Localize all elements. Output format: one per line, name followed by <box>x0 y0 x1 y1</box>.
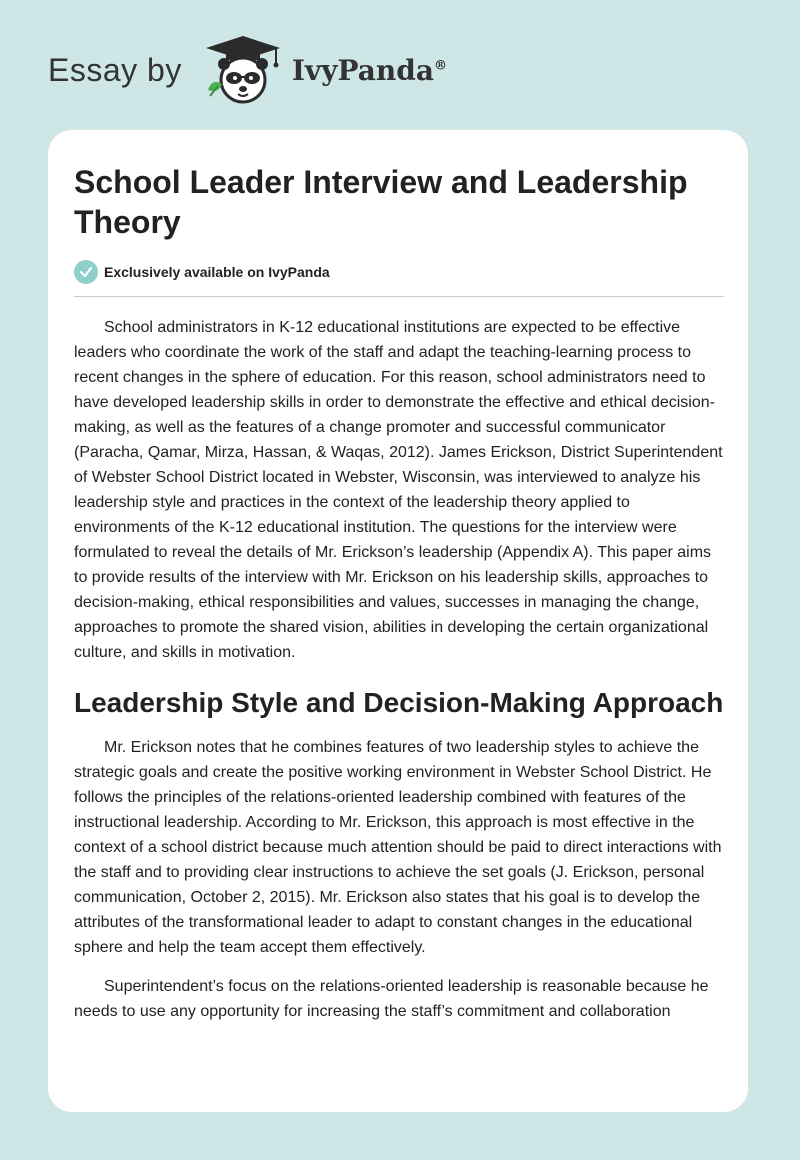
section-heading: Leadership Style and Decision-Making Approach <box>74 687 724 718</box>
section-paragraph: Mr. Erickson notes that he combines features of two leadership styles to achieve the strategic goals and create the positive working environment in Webster School District. He follows the principles of the relations-oriented leadership combined with features of the instructional leadership. According to Mr. Erickson, this approach is most effective in the context of a school district because much attention should be paid to direct interactions with the staff and to providing clear instructions to achieve the set goals (J. Erickson, personal communication, October 2, 2015). Mr. Erickson also states that his goal is to develop the attributes of the transformational leader to adapt to constant changes in the educational sphere and help the team accept them effectively. <box>74 739 722 956</box>
panda-logo-icon <box>198 34 288 106</box>
brand-prefix: Essay by <box>48 51 182 88</box>
essay-card <box>48 130 748 1112</box>
exclusive-text: Exclusively available on IvyPanda <box>104 264 330 280</box>
section-paragraph: Superintendent’s focus on the relations-oriented leadership is reasonable because he needs to use any opportunity for increasing the staff’s commitment and collaboration <box>74 978 709 1020</box>
essay-content <box>74 162 724 1024</box>
divider <box>74 296 724 297</box>
brand-header[interactable] <box>48 34 447 106</box>
exclusive-badge <box>74 260 724 284</box>
essay-title: School Leader Interview and Leadership Theory <box>74 164 688 240</box>
brand-name: IvyPanda® <box>291 53 447 87</box>
intro-paragraph: School administrators in K-12 educational institutions are expected to be effective leaders who coordinate the work of the staff and adapt the teaching-learning process to recent changes in the sphere of education. For this reason, school administrators need to have developed leadership skills in order to demonstrate the effective and ethical decision-making, as well as the features of a change promoter and successful communicator (Paracha, Qamar, Mirza, Hassan, & Waqas, 2012). James Erickson, District Superintendent of Webster School District located in Webster, Wisconsin, was interviewed to analyze his leadership style and practices in the context of the leadership theory applied to environments of the K-12 educational institution. The questions for the interview were formulated to reveal the details of Mr. Erickson’s leadership (Appendix A). This paper aims to provide results of the interview with Mr. Erickson on his leadership skills, approaches to decision-making, ethical responsibilities and values, successes in managing the change, approaches to promote the shared vision, abilities in developing the certain organizational culture, and skills in motivation. <box>74 319 723 661</box>
checkmark-icon <box>74 260 98 284</box>
